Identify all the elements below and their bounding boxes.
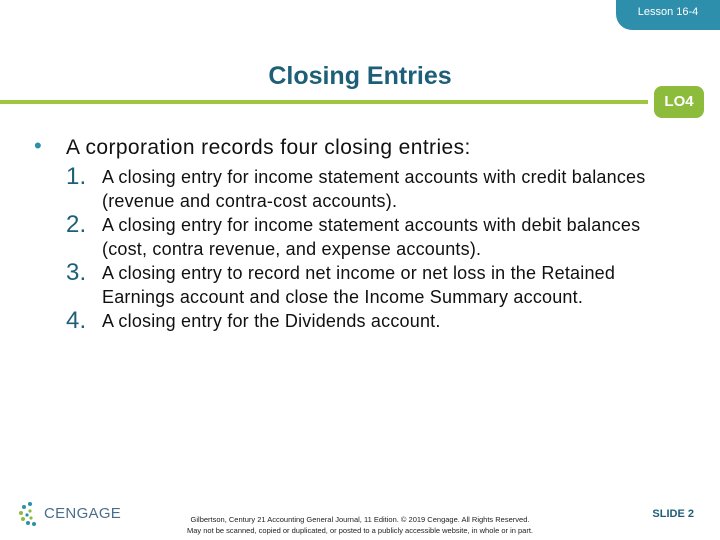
list-item-text: A closing entry for income statement accounts with debit balances (cost, contra revenue, and expense accounts). <box>102 215 641 259</box>
learning-objective-badge: LO4 <box>654 86 704 118</box>
list-item-text: A closing entry for income statement accounts with credit balances (revenue and contra-cost accounts). <box>102 167 646 211</box>
list-item <box>66 165 666 213</box>
list-number: 2. <box>66 211 87 238</box>
list-number: 4. <box>66 307 87 334</box>
list-number: 1. <box>66 163 87 190</box>
list-item <box>66 309 666 333</box>
slide-title: Closing Entries <box>268 62 452 90</box>
slide-number: SLIDE 2 <box>652 508 694 520</box>
list-item <box>66 213 666 261</box>
logo-text: CENGAGE <box>44 505 122 522</box>
title-divider <box>0 100 648 104</box>
copyright-footer <box>140 514 580 536</box>
lesson-tab: Lesson 16-4 <box>616 0 720 30</box>
closing-entries-list <box>66 165 666 333</box>
list-item-text: A closing entry for the Dividends account. <box>102 311 441 331</box>
bullet-text: A corporation records four closing entries: <box>66 136 471 159</box>
footer-line: May not be scanned, copied or duplicated, or posted to a publicly accessible website, in whole or in part. <box>186 526 534 535</box>
list-number: 3. <box>66 259 87 286</box>
list-item <box>66 261 666 309</box>
list-item-text: A closing entry to record net income or net loss in the Retained Earnings account and close the Income Summary account. <box>102 263 616 307</box>
cengage-logo-icon <box>18 501 40 527</box>
footer-line: Gilbertson, Century 21 Accounting General Journal, 11 Edition. © 2019 Cengage. All Rights Reserved. <box>190 515 530 524</box>
bullet-icon: • <box>34 133 42 158</box>
